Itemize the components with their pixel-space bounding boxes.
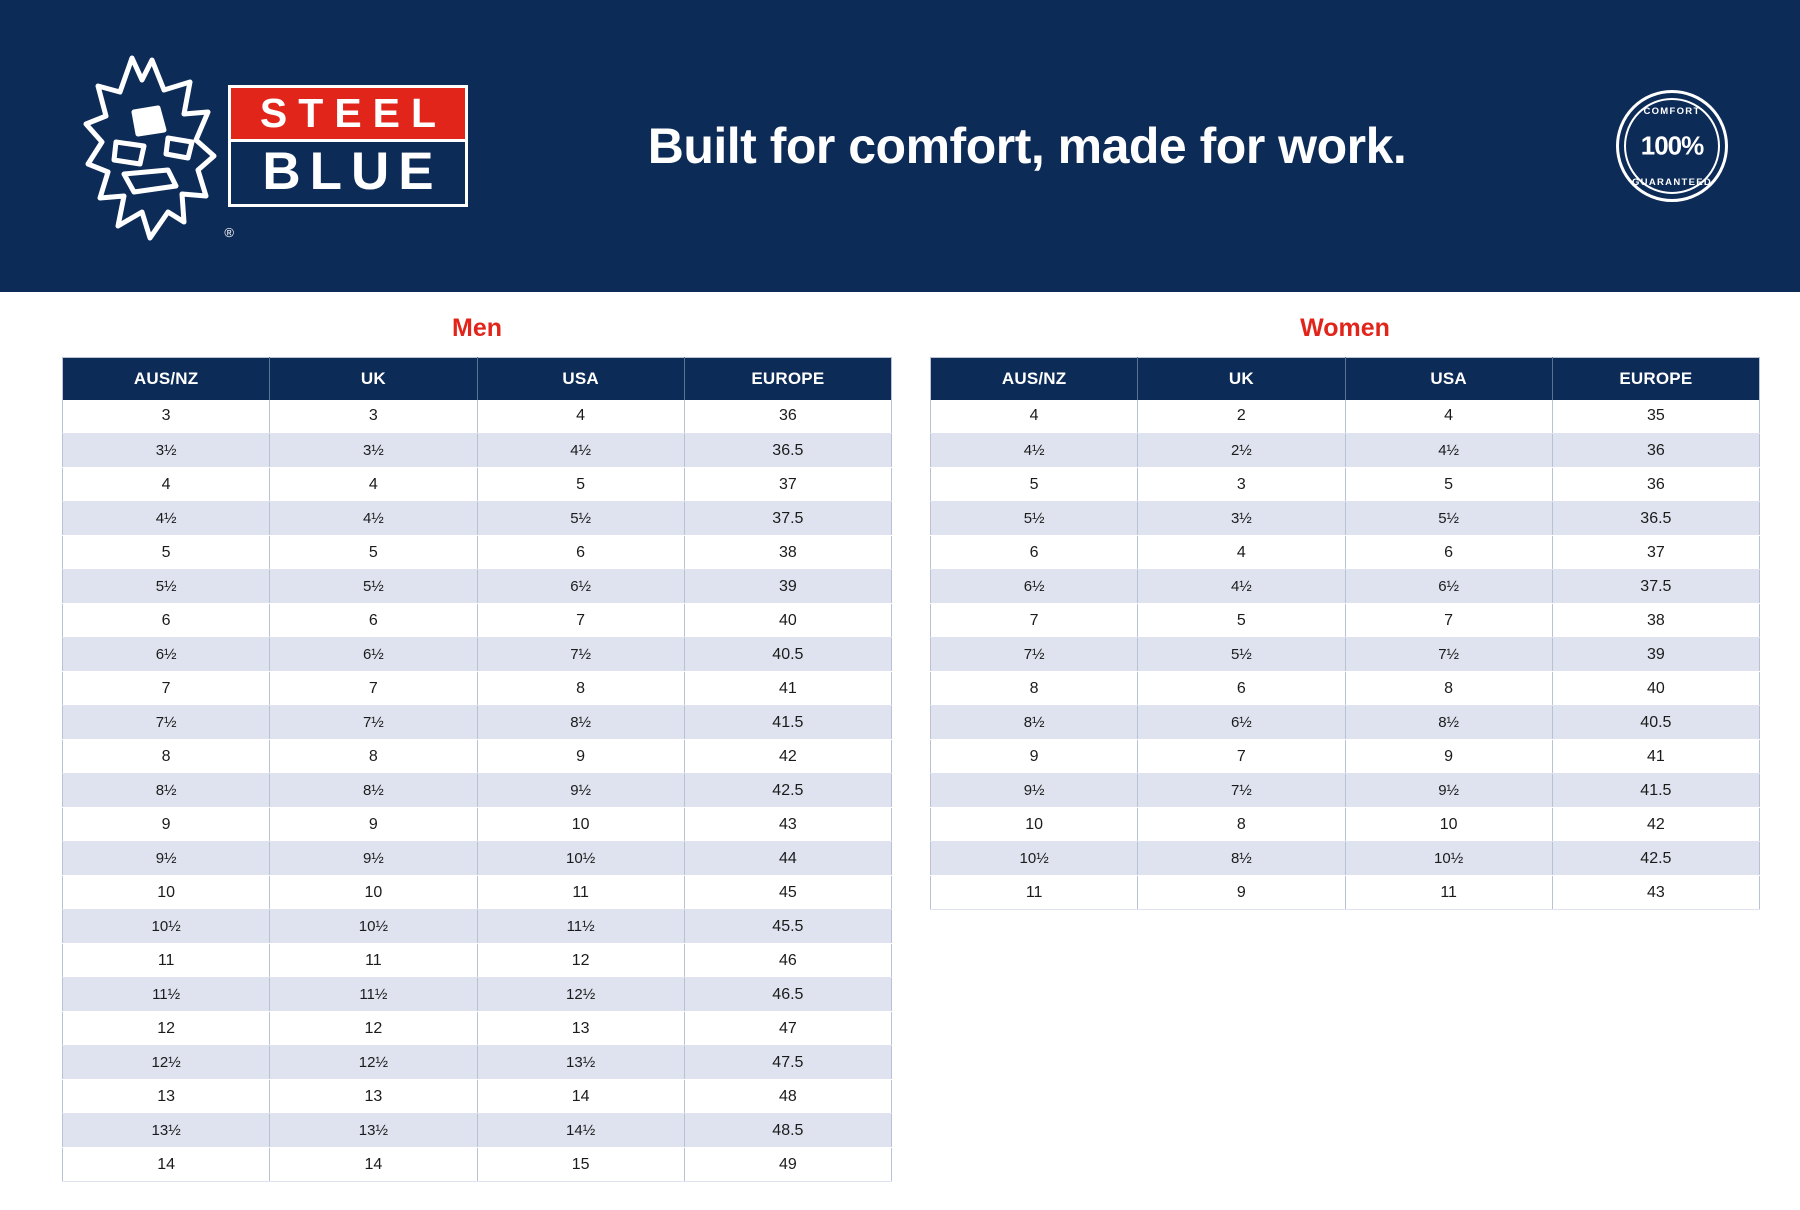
table-cell: 6½ — [931, 570, 1138, 604]
comfort-guarantee-badge — [1616, 90, 1728, 202]
column-header-europe: EUROPE — [1552, 358, 1759, 400]
women-size-column — [930, 310, 1760, 1182]
table-cell: 41 — [684, 672, 891, 706]
tables-columns — [0, 310, 1800, 1182]
table-cell: 35 — [1552, 400, 1759, 434]
table-cell: 7 — [63, 672, 270, 706]
table-cell: 8 — [477, 672, 684, 706]
table-row — [63, 1114, 892, 1148]
table-cell: 5½ — [63, 570, 270, 604]
table-cell: 8½ — [931, 706, 1138, 740]
table-cell: 5 — [1345, 468, 1552, 502]
table-cell: 8 — [1345, 672, 1552, 706]
table-cell: 8 — [931, 672, 1138, 706]
table-cell: 13 — [270, 1080, 477, 1114]
table-cell: 10½ — [1345, 842, 1552, 876]
table-row — [63, 638, 892, 672]
table-row — [63, 944, 892, 978]
table-cell: 37.5 — [1552, 570, 1759, 604]
women-table-head — [931, 358, 1760, 400]
table-row — [931, 536, 1760, 570]
table-row — [63, 536, 892, 570]
table-cell: 7½ — [1345, 638, 1552, 672]
table-row — [931, 672, 1760, 706]
table-cell: 10 — [1345, 808, 1552, 842]
table-cell: 3 — [1138, 468, 1345, 502]
table-cell: 5½ — [270, 570, 477, 604]
men-size-column — [62, 310, 892, 1182]
table-row — [931, 434, 1760, 468]
table-cell: 6 — [270, 604, 477, 638]
table-row — [63, 1080, 892, 1114]
table-cell: 40 — [684, 604, 891, 638]
table-cell: 14 — [477, 1080, 684, 1114]
table-cell: 3½ — [1138, 502, 1345, 536]
table-cell: 11½ — [477, 910, 684, 944]
table-cell: 6 — [63, 604, 270, 638]
table-cell: 41.5 — [684, 706, 891, 740]
table-cell: 15 — [477, 1148, 684, 1182]
table-cell: 8 — [270, 740, 477, 774]
table-cell: 3½ — [63, 434, 270, 468]
table-cell: 5½ — [1345, 502, 1552, 536]
table-cell: 39 — [1552, 638, 1759, 672]
table-cell: 4½ — [270, 502, 477, 536]
table-cell: 7½ — [270, 706, 477, 740]
table-cell: 12 — [270, 1012, 477, 1046]
table-cell: 2 — [1138, 400, 1345, 434]
column-header-ausnz: AUS/NZ — [63, 358, 270, 400]
table-cell: 6 — [931, 536, 1138, 570]
table-cell: 12 — [477, 944, 684, 978]
table-cell: 9 — [270, 808, 477, 842]
table-row — [63, 978, 892, 1012]
table-cell: 6½ — [1138, 706, 1345, 740]
women-table-title: Women — [1300, 314, 1390, 342]
table-cell: 47 — [684, 1012, 891, 1046]
table-cell: 49 — [684, 1148, 891, 1182]
table-cell: 36.5 — [1552, 502, 1759, 536]
table-cell: 3 — [270, 400, 477, 434]
women-size-table — [930, 357, 1760, 910]
table-cell: 7½ — [931, 638, 1138, 672]
badge-percent-label: 100% — [1640, 130, 1704, 161]
wordmark-steel: STEEL — [228, 85, 468, 142]
table-cell: 36.5 — [684, 434, 891, 468]
table-cell: 7 — [1138, 740, 1345, 774]
table-cell: 8 — [1138, 808, 1345, 842]
table-cell: 13½ — [63, 1114, 270, 1148]
table-cell: 40.5 — [684, 638, 891, 672]
table-cell: 43 — [1552, 876, 1759, 910]
size-tables-area — [0, 292, 1800, 1182]
table-cell: 46.5 — [684, 978, 891, 1012]
table-cell: 14½ — [477, 1114, 684, 1148]
table-cell: 38 — [684, 536, 891, 570]
column-header-usa: USA — [477, 358, 684, 400]
table-row — [63, 400, 892, 434]
brand-header — [0, 0, 1800, 292]
table-cell: 8½ — [63, 774, 270, 808]
wordmark-blue: BLUE — [228, 142, 468, 207]
table-cell: 7 — [270, 672, 477, 706]
table-cell: 12½ — [477, 978, 684, 1012]
table-cell: 40 — [1552, 672, 1759, 706]
table-cell: 12½ — [270, 1046, 477, 1080]
table-cell: 10½ — [270, 910, 477, 944]
table-cell: 4½ — [931, 434, 1138, 468]
table-cell: 5½ — [931, 502, 1138, 536]
women-table-body — [931, 400, 1760, 910]
table-cell: 4 — [477, 400, 684, 434]
column-header-uk: UK — [1138, 358, 1345, 400]
table-row — [63, 1148, 892, 1182]
table-cell: 10 — [270, 876, 477, 910]
table-cell: 10 — [63, 876, 270, 910]
table-cell: 3 — [63, 400, 270, 434]
table-cell: 48 — [684, 1080, 891, 1114]
table-cell: 9½ — [931, 774, 1138, 808]
steel-blue-logo — [72, 46, 468, 246]
table-cell: 6½ — [477, 570, 684, 604]
table-cell: 8½ — [1345, 706, 1552, 740]
table-row — [63, 910, 892, 944]
table-cell: 11 — [270, 944, 477, 978]
table-row — [63, 706, 892, 740]
table-cell: 6 — [1138, 672, 1345, 706]
table-cell: 9½ — [477, 774, 684, 808]
table-cell: 9½ — [1345, 774, 1552, 808]
table-cell: 5 — [931, 468, 1138, 502]
table-cell: 10 — [477, 808, 684, 842]
table-cell: 40.5 — [1552, 706, 1759, 740]
table-cell: 5½ — [1138, 638, 1345, 672]
column-header-usa: USA — [1345, 358, 1552, 400]
table-cell: 13 — [63, 1080, 270, 1114]
table-cell: 9 — [63, 808, 270, 842]
table-cell: 36 — [1552, 434, 1759, 468]
table-row — [931, 740, 1760, 774]
table-cell: 10 — [931, 808, 1138, 842]
table-cell: 4 — [1138, 536, 1345, 570]
table-cell: 42 — [684, 740, 891, 774]
table-cell: 9 — [1345, 740, 1552, 774]
table-row — [931, 876, 1760, 910]
table-cell: 14 — [63, 1148, 270, 1182]
table-cell: 39 — [684, 570, 891, 604]
table-row — [63, 604, 892, 638]
table-cell: 11 — [477, 876, 684, 910]
table-cell: 5 — [270, 536, 477, 570]
table-cell: 12 — [63, 1012, 270, 1046]
table-row — [63, 808, 892, 842]
table-row — [63, 672, 892, 706]
steel-blue-wordmark — [228, 85, 468, 207]
table-cell: 7½ — [63, 706, 270, 740]
table-cell: 46 — [684, 944, 891, 978]
table-cell: 45.5 — [684, 910, 891, 944]
table-cell: 2½ — [1138, 434, 1345, 468]
table-cell: 42.5 — [1552, 842, 1759, 876]
table-cell: 38 — [1552, 604, 1759, 638]
men-size-table — [62, 357, 892, 1182]
table-row — [63, 876, 892, 910]
table-cell: 5 — [63, 536, 270, 570]
table-cell: 4½ — [63, 502, 270, 536]
men-table-body — [63, 400, 892, 1182]
table-cell: 6½ — [270, 638, 477, 672]
table-cell: 36 — [1552, 468, 1759, 502]
wolf-head-icon — [72, 46, 234, 246]
table-cell: 37 — [1552, 536, 1759, 570]
table-cell: 6½ — [1345, 570, 1552, 604]
column-header-europe: EUROPE — [684, 358, 891, 400]
table-row — [63, 434, 892, 468]
table-cell: 47.5 — [684, 1046, 891, 1080]
table-cell: 4½ — [1138, 570, 1345, 604]
badge-top-label: COMFORT — [1643, 106, 1701, 117]
table-cell: 9 — [1138, 876, 1345, 910]
table-cell: 9 — [931, 740, 1138, 774]
table-row — [931, 842, 1760, 876]
table-cell: 45 — [684, 876, 891, 910]
table-cell: 13½ — [270, 1114, 477, 1148]
table-cell: 11 — [63, 944, 270, 978]
table-cell: 41 — [1552, 740, 1759, 774]
column-header-uk: UK — [270, 358, 477, 400]
table-cell: 4 — [931, 400, 1138, 434]
table-row — [931, 570, 1760, 604]
table-cell: 7½ — [477, 638, 684, 672]
table-cell: 10½ — [63, 910, 270, 944]
table-cell: 4½ — [477, 434, 684, 468]
table-cell: 48.5 — [684, 1114, 891, 1148]
table-cell: 7 — [1345, 604, 1552, 638]
table-cell: 11½ — [270, 978, 477, 1012]
table-cell: 8 — [63, 740, 270, 774]
registered-trademark: ® — [224, 225, 234, 240]
table-cell: 6 — [477, 536, 684, 570]
table-cell: 5½ — [477, 502, 684, 536]
table-cell: 5 — [477, 468, 684, 502]
table-cell: 8½ — [477, 706, 684, 740]
table-row — [63, 1046, 892, 1080]
table-cell: 9½ — [63, 842, 270, 876]
table-cell: 37.5 — [684, 502, 891, 536]
table-row — [931, 502, 1760, 536]
table-row — [931, 468, 1760, 502]
table-cell: 7½ — [1138, 774, 1345, 808]
table-cell: 7 — [931, 604, 1138, 638]
table-cell: 6½ — [63, 638, 270, 672]
table-cell: 5 — [1138, 604, 1345, 638]
table-cell: 44 — [684, 842, 891, 876]
table-cell: 10½ — [477, 842, 684, 876]
table-cell: 12½ — [63, 1046, 270, 1080]
table-cell: 8½ — [270, 774, 477, 808]
table-cell: 7 — [477, 604, 684, 638]
table-cell: 6 — [1345, 536, 1552, 570]
table-row — [63, 774, 892, 808]
table-cell: 9 — [477, 740, 684, 774]
table-row — [63, 468, 892, 502]
table-row — [931, 400, 1760, 434]
column-header-ausnz: AUS/NZ — [931, 358, 1138, 400]
table-row — [931, 808, 1760, 842]
tagline: Built for comfort, made for work. — [647, 118, 1407, 174]
table-cell: 14 — [270, 1148, 477, 1182]
table-cell: 13 — [477, 1012, 684, 1046]
table-header-row — [931, 358, 1760, 400]
table-cell: 4 — [63, 468, 270, 502]
table-row — [931, 774, 1760, 808]
men-table-title: Men — [452, 314, 502, 342]
table-row — [931, 638, 1760, 672]
table-cell: 8½ — [1138, 842, 1345, 876]
table-row — [63, 1012, 892, 1046]
table-cell: 13½ — [477, 1046, 684, 1080]
men-table-head — [63, 358, 892, 400]
table-cell: 42 — [1552, 808, 1759, 842]
table-row — [63, 502, 892, 536]
table-cell: 41.5 — [1552, 774, 1759, 808]
table-cell: 10½ — [931, 842, 1138, 876]
table-row — [931, 706, 1760, 740]
table-row — [63, 842, 892, 876]
table-cell: 11 — [931, 876, 1138, 910]
table-cell: 4 — [270, 468, 477, 502]
table-cell: 37 — [684, 468, 891, 502]
table-row — [931, 604, 1760, 638]
table-cell: 36 — [684, 400, 891, 434]
table-cell: 4½ — [1345, 434, 1552, 468]
table-row — [63, 740, 892, 774]
table-cell: 42.5 — [684, 774, 891, 808]
table-cell: 11½ — [63, 978, 270, 1012]
table-cell: 11 — [1345, 876, 1552, 910]
badge-bottom-label: GUARANTEED — [1631, 177, 1713, 188]
table-row — [63, 570, 892, 604]
table-cell: 3½ — [270, 434, 477, 468]
table-header-row — [63, 358, 892, 400]
table-cell: 9½ — [270, 842, 477, 876]
table-cell: 43 — [684, 808, 891, 842]
table-cell: 4 — [1345, 400, 1552, 434]
